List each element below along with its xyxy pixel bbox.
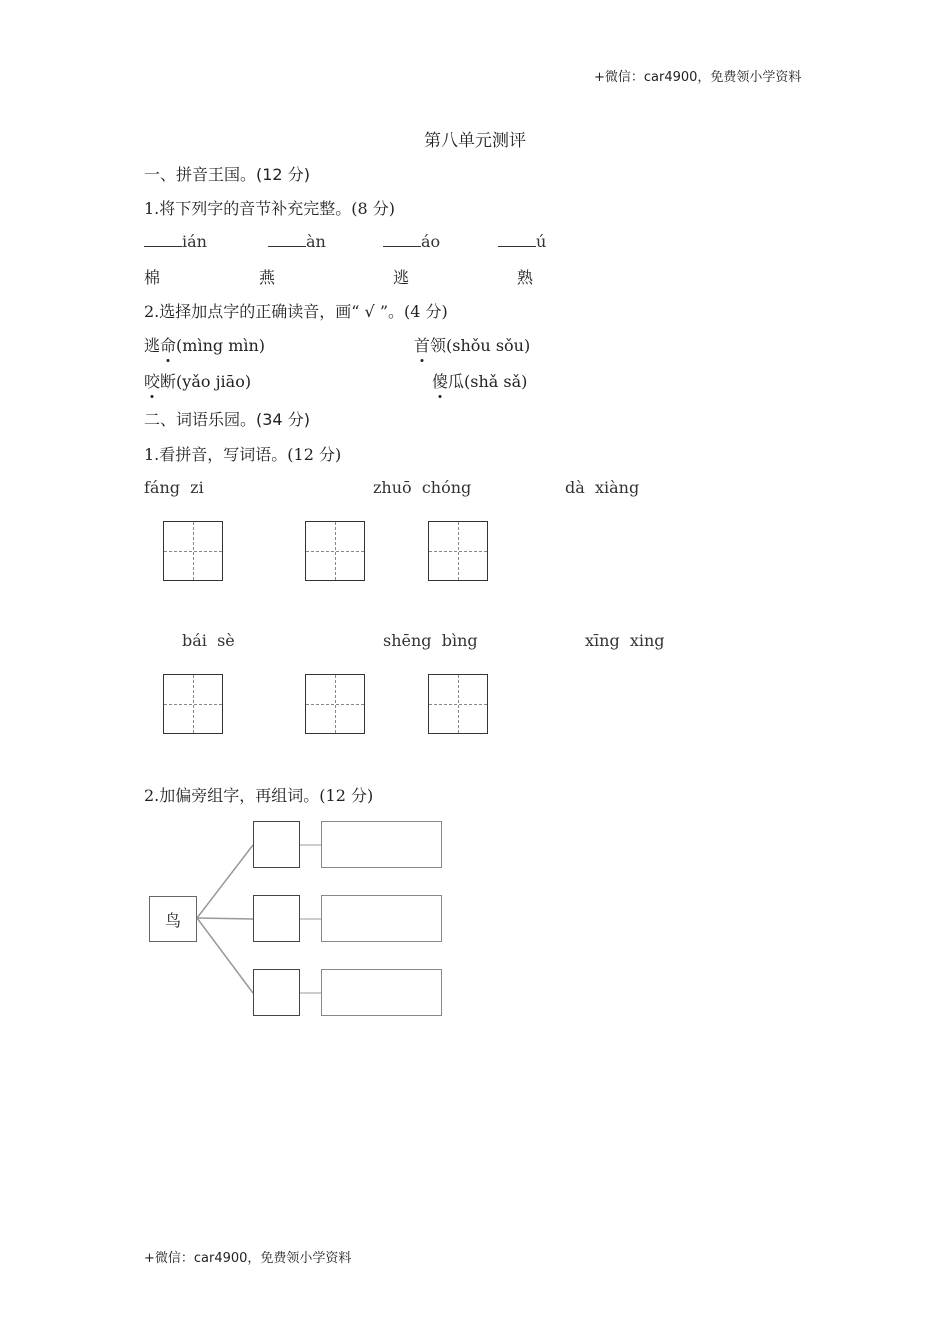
word-part: 逃 [144,336,161,355]
dotted-char: 命 [160,333,176,356]
section2-q2-prompt: 2.加偏旁组字，再组词。(12 分) [144,786,374,805]
syllable-char-3: 逃 [393,268,410,287]
pinyin-options[interactable]: (yǎo jiāo) [176,372,252,391]
section1-q2-prompt: 2.选择加点字的正确读音，画“ √ ”。(4 分) [144,302,448,321]
word-answer-box[interactable] [321,969,442,1016]
section1-q1-prompt: 1.将下列字的音节补充完整。(8 分) [144,199,396,218]
syllable-suffix: áo [421,232,441,251]
char-answer-box[interactable] [253,895,300,942]
word-answer-box[interactable] [321,821,442,868]
section2-heading: 二、词语乐园。(34 分) [144,410,310,429]
syllable-suffix: ú [536,232,547,251]
section2-q1-prompt: 1.看拼音，写词语。(12 分) [144,445,342,464]
pinyin-word: shēng bìng [383,631,478,650]
syllable-char-4: 熟 [517,268,534,287]
pinyin-word: fáng zi [144,478,204,497]
root-char-box [149,896,197,942]
pinyin-word: bái sè [182,631,235,650]
syllable-char-1: 棉 [144,268,161,287]
footer-note: +微信：car4900，免费领小学资料 [144,1251,352,1266]
syllable-suffix: ián [182,232,207,251]
word-part: 领 [430,336,447,355]
dotted-char: 首 [414,333,430,356]
char-answer-box[interactable] [253,821,300,868]
dotted-char: 咬 [144,369,160,392]
page-title: 第八单元测评 [424,131,526,151]
section1-heading: 一、拼音王国。(12 分) [144,165,310,184]
word-part: 断 [160,372,177,391]
header-note: +微信：car4900，免费领小学资料 [594,70,802,85]
pinyin-word: dà xiàng [565,478,640,497]
pinyin-options[interactable]: (mìng mìn) [176,336,266,355]
char-answer-box[interactable] [253,969,300,1016]
pinyin-word: xīng xing [585,631,665,650]
root-char: 鸟 [164,910,181,930]
syllable-suffix: àn [306,232,326,251]
dotted-char: 傻 [432,369,448,392]
syllable-char-2: 燕 [259,268,276,287]
pinyin-word: zhuō chóng [373,478,472,497]
word-answer-box[interactable] [321,895,442,942]
pinyin-options[interactable]: (shǎ sǎ) [464,372,528,391]
pinyin-options[interactable]: (shǒu sǒu) [446,336,531,355]
word-part: 瓜 [448,372,465,391]
